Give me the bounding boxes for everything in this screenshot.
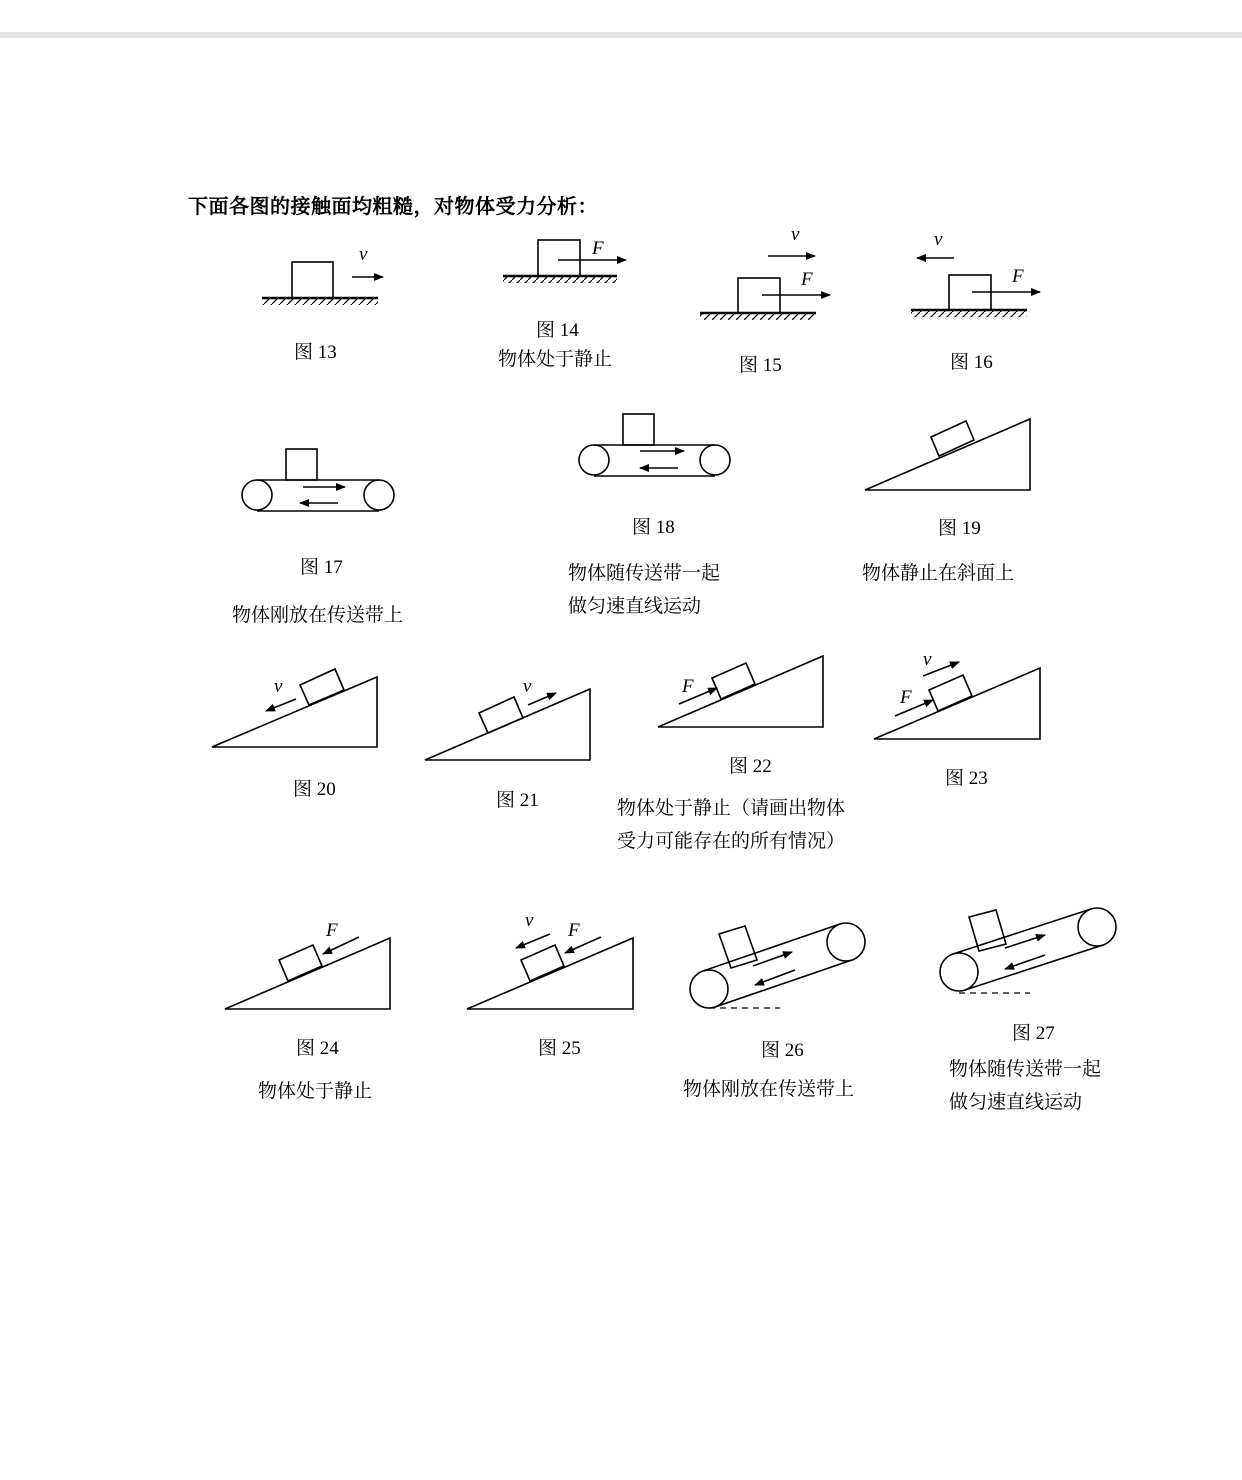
figure-14-diagram <box>503 240 626 283</box>
figure-18-note-line2: 做匀速直线运动 <box>568 595 702 617</box>
figure-22-caption: 图 22 <box>729 756 772 777</box>
figure-22-note-line2: 受力可能存在的所有情况） <box>617 830 846 852</box>
figure-21-diagram <box>425 689 590 760</box>
force-label-24: F <box>326 920 338 941</box>
force-label-14: F <box>592 238 604 259</box>
velocity-label-16: v <box>934 229 943 250</box>
force-label-22: F <box>682 676 694 697</box>
figure-13-diagram <box>262 262 383 305</box>
velocity-label-23: v <box>923 649 932 670</box>
figure-19-diagram <box>865 419 1030 490</box>
figure-23-diagram <box>874 662 1040 739</box>
velocity-label-13: v <box>359 244 368 265</box>
figure-24-diagram <box>225 937 390 1009</box>
page-title: 下面各图的接触面均粗糙，对物体受力分析： <box>188 194 598 218</box>
figure-27-note-line2: 做匀速直线运动 <box>949 1091 1083 1113</box>
force-label-23: F <box>900 687 912 708</box>
figure-26-caption: 图 26 <box>761 1040 804 1061</box>
velocity-label-21: v <box>523 676 532 697</box>
figure-24-caption: 图 24 <box>296 1038 339 1059</box>
figure-19-note: 物体静止在斜面上 <box>862 562 1015 584</box>
figure-19-caption: 图 19 <box>938 518 981 539</box>
figure-18-diagram <box>579 414 730 476</box>
figure-20-caption: 图 20 <box>293 779 336 800</box>
velocity-label-15: v <box>791 224 800 245</box>
figure-17-note: 物体刚放在传送带上 <box>232 604 404 626</box>
figure-23-caption: 图 23 <box>945 768 988 789</box>
figure-13-caption: 图 13 <box>294 342 337 363</box>
figure-14-note: 物体处于静止 <box>498 348 613 370</box>
figure-20-diagram <box>212 669 377 747</box>
figure-15-caption: 图 15 <box>739 355 782 376</box>
figure-26-diagram <box>690 923 865 1008</box>
figure-17-diagram <box>242 449 394 511</box>
figure-27-caption: 图 27 <box>1012 1023 1055 1044</box>
figure-24-note: 物体处于静止 <box>258 1080 373 1102</box>
velocity-label-20: v <box>274 676 283 697</box>
velocity-label-25: v <box>525 910 534 931</box>
figure-17-caption: 图 17 <box>300 557 343 578</box>
figure-21-caption: 图 21 <box>496 790 539 811</box>
figure-26-note: 物体刚放在传送带上 <box>683 1078 855 1100</box>
force-label-15: F <box>801 269 813 290</box>
figure-18-caption: 图 18 <box>632 517 675 538</box>
force-label-25: F <box>568 920 580 941</box>
figure-14-caption: 图 14 <box>536 320 579 341</box>
figure-16-caption: 图 16 <box>950 352 993 373</box>
figure-22-note-line1: 物体处于静止（请画出物体 <box>617 797 846 819</box>
figure-25-diagram <box>467 934 633 1009</box>
figure-25-caption: 图 25 <box>538 1038 581 1059</box>
force-label-16: F <box>1012 266 1024 287</box>
figure-27-note-line1: 物体随传送带一起 <box>949 1058 1102 1080</box>
figure-18-note-line1: 物体随传送带一起 <box>568 562 721 584</box>
figure-27-diagram <box>940 908 1116 993</box>
